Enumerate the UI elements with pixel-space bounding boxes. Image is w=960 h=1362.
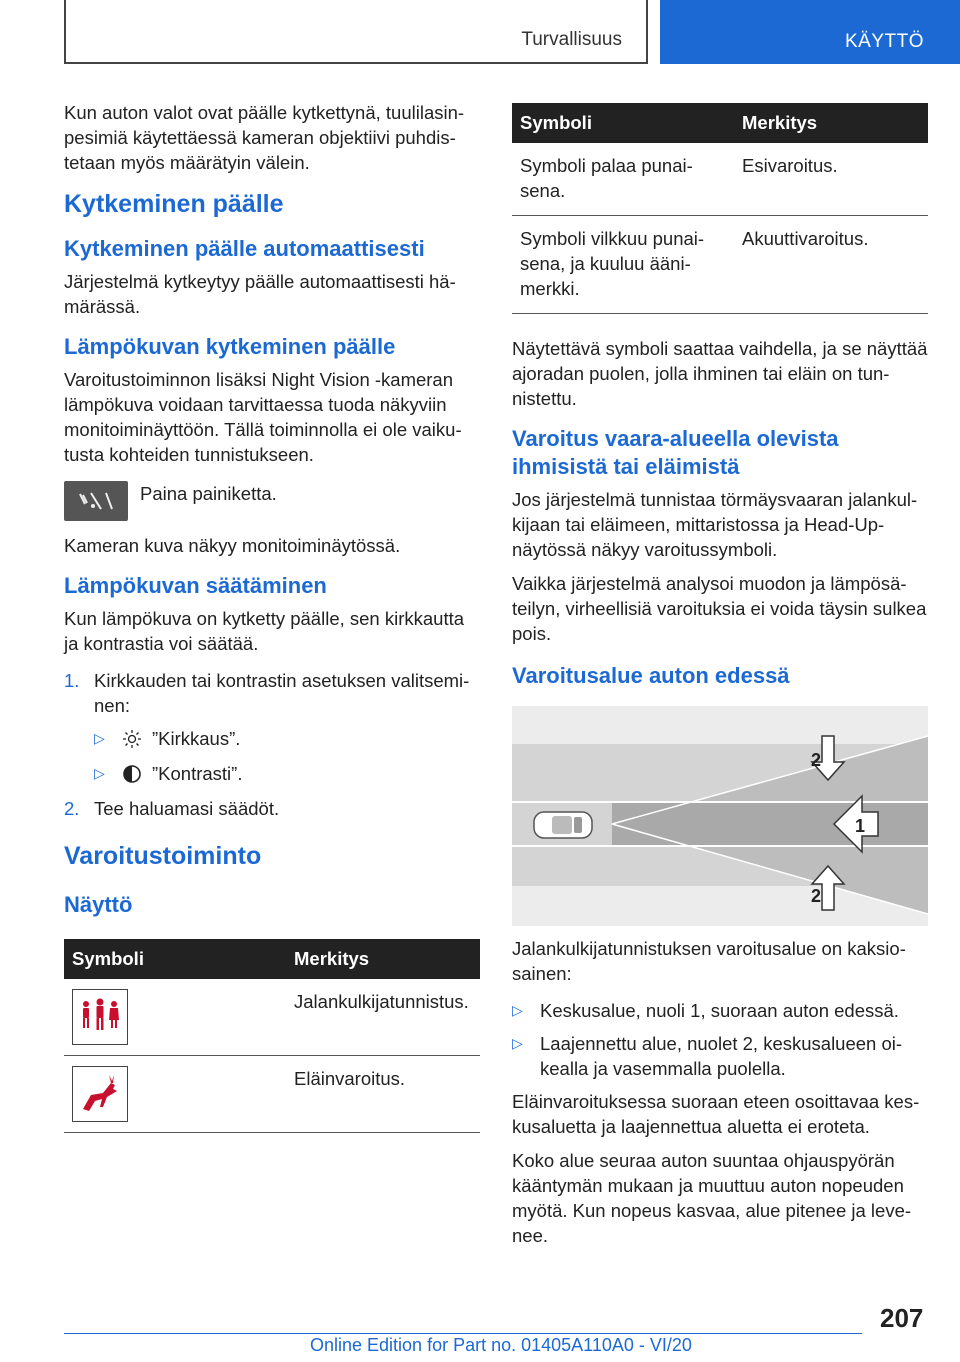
- paragraph-saato: Kun lämpökuva on kytketty päälle, sen kirkkautta ja kontrastia voi säätää.: [64, 608, 465, 654]
- meaning-animal: Eläinvaroitus.: [286, 1056, 480, 1133]
- paragraph-auto: Järjestelmä kytkeytyy päälle automaattisesti hämärässä.: [64, 271, 456, 317]
- bullet-item-2: [512, 1031, 928, 1081]
- heading-saato: Lämpökuvan säätäminen: [64, 573, 327, 598]
- paragraph-vaikka: Vaikka järjestelmä analysoi muodon ja lämpösäteilyn, virheellisiä varoituksia ei voida täysin sulkea pois.: [512, 573, 927, 644]
- paragraph-lampo: Varoitustoiminnon lisäksi Night Vision -kameran lämpökuva voidaan tarvittaessa tuoda näkyviin monitoiminäyttöön. Tällä toiminnolla ei ole vaikutusta kohteiden tunnistukseen.: [64, 369, 462, 465]
- table-row: [64, 1056, 480, 1133]
- contrast-icon: [122, 764, 152, 784]
- paragraph-jalankulkija: Jalankulkijatunnistuksen varoitusalue on kaksiosainen:: [512, 938, 906, 984]
- heading-auto: Kytkeminen päälle automaattisesti: [64, 236, 425, 261]
- paragraph-koko: Koko alue seuraa auton suuntaa ohjauspyörän kääntymän mukaan ja muuttuu auton nopeuden myötä. Kun nopeus kasvaa, alue pitenee ja levenee.: [512, 1150, 912, 1246]
- step-1-text: Kirkkauden tai kontrastin asetuksen valitseminen:: [94, 670, 470, 716]
- step-1-number: 1.: [64, 670, 80, 691]
- chapter-tab[interactable]: [660, 0, 960, 64]
- arrow-bottom-label: 2: [810, 886, 822, 906]
- section-title: Turvallisuus: [521, 29, 622, 50]
- paragraph-naytettava: Näytettävä symboli saattaa vaihdella, ja se näyttää ajoradan puolen, jolla ihminen tai eläin on tunnistettu.: [512, 338, 928, 409]
- right-column: [512, 103, 928, 1257]
- heading-kytkeminen: Kytkeminen päälle: [64, 190, 284, 218]
- paragraph-jos: Jos järjestelmä tunnistaa törmäysvaaran jalankulkijaan tai eläimeen, mittaristossa ja Head-Up-näytössä näkyy varoitussymboli.: [512, 489, 918, 560]
- table-header-symbol: Symboli: [512, 103, 734, 143]
- step-1: [64, 668, 480, 718]
- intro-paragraph: Kun auton valot ovat päälle kytkettynä, tuulilasinpesimiä käytettäessä kameran objektiivi puhdistetaan myös määrätyin välein.: [64, 102, 465, 173]
- table-header-symbol: Symboli: [64, 939, 286, 979]
- brightness-icon: [122, 729, 152, 749]
- table-row: [64, 979, 480, 1056]
- table-row: [512, 216, 928, 314]
- step-2: [64, 796, 480, 821]
- header-frame: [64, 0, 648, 64]
- footer-divider: [64, 1333, 862, 1334]
- warning-zone-diagram: [512, 706, 928, 926]
- triangle-bullet-icon: ▷: [512, 1002, 523, 1018]
- sub-step-contrast-text: ”Kontrasti”.: [152, 763, 243, 784]
- heading-varoitus: Varoitustoiminto: [64, 842, 262, 870]
- table-header-meaning: Merkitys: [286, 939, 480, 979]
- heading-naytto: Näyttö: [64, 892, 133, 917]
- button-instruction-text: Paina painiketta.: [140, 483, 277, 504]
- bullet-item-1-text: Keskusalue, nuoli 1, suoraan auton edessä.: [540, 1000, 899, 1021]
- step-2-number: 2.: [64, 798, 80, 819]
- sub-step-brightness-text: ”Kirkkaus”.: [152, 728, 241, 749]
- heading-vaara: Varoitus vaara-alueella olevista ihmisistä tai eläimistä: [512, 426, 839, 479]
- symbol-desc-1: Symboli palaa punaisena.: [512, 143, 734, 216]
- table-row: [512, 143, 928, 216]
- sub-step-brightness: [94, 726, 480, 751]
- chapter-tab-label: KÄYTTÖ: [845, 31, 925, 52]
- heading-alue: Varoitusalue auton edessä: [512, 663, 790, 688]
- symbol-table-right: [512, 103, 928, 314]
- heading-lampo: Lämpökuvan kytkeminen päälle: [64, 334, 396, 359]
- meaning-1: Esivaroitus.: [734, 143, 928, 216]
- edition-text: Online Edition for Part no. 01405A110A0 - VI/20: [310, 1335, 692, 1355]
- paragraph-elain: Eläinvaroituksessa suoraan eteen osoittavaa keskusaluetta ja laajennettua aluetta ei eroteta.: [512, 1091, 920, 1137]
- meaning-2: Akuuttivaroitus.: [734, 216, 928, 314]
- animal-warning-icon: [72, 1066, 128, 1122]
- button-instruction: [64, 481, 480, 521]
- arrow-top-label: 2: [810, 750, 822, 770]
- night-vision-button-icon: [64, 481, 128, 521]
- left-column: [64, 100, 480, 1133]
- table-header-meaning: Merkitys: [734, 103, 928, 143]
- page-number: 207: [880, 1303, 924, 1333]
- triangle-bullet-icon: ▷: [94, 765, 105, 781]
- bullet-item-1: [512, 998, 928, 1023]
- paragraph-kamera: Kameran kuva näkyy monitoiminäytössä.: [64, 535, 401, 556]
- symbol-desc-2: Symboli vilkkuu punaisena, ja kuuluu äänimerkki.: [512, 216, 734, 314]
- step-2-text: Tee haluamasi säädöt.: [94, 798, 280, 819]
- meaning-pedestrian: Jalankulkijatunnistus.: [286, 979, 480, 1056]
- sub-step-contrast: [94, 761, 480, 786]
- car-icon: [534, 812, 592, 838]
- symbol-table-left: [64, 939, 480, 1133]
- arrow-center-label: 1: [854, 816, 866, 836]
- triangle-bullet-icon: ▷: [94, 730, 105, 746]
- pedestrian-warning-icon: [72, 989, 128, 1045]
- bullet-item-2-text: Laajennettu alue, nuolet 2, keskusalueen oikealla ja vasemmalla puolella.: [540, 1033, 903, 1079]
- triangle-bullet-icon: ▷: [512, 1035, 523, 1051]
